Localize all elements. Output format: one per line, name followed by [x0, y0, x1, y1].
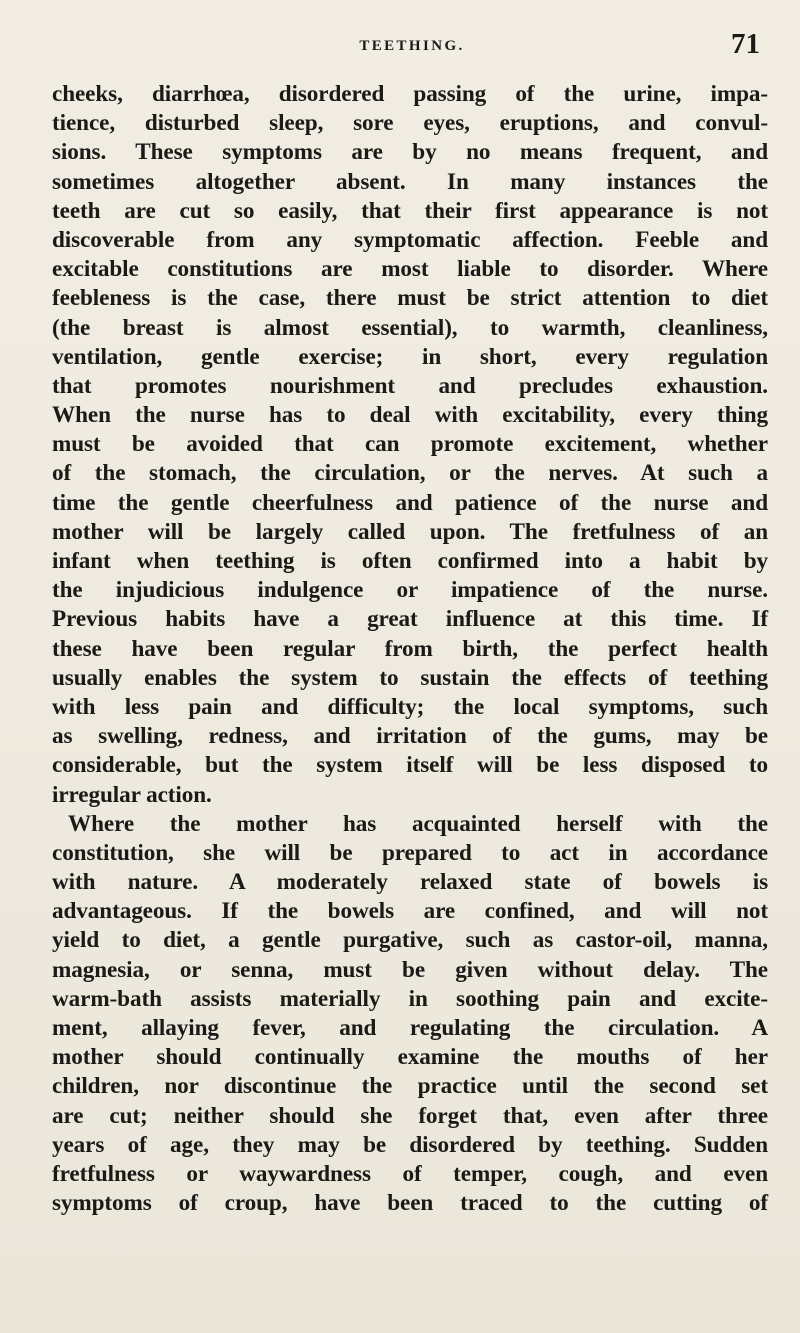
- text-line: tience, disturbed sleep, sore eyes, eruptions, and convul-: [52, 110, 768, 137]
- text-line: constitution, she will be prepared to act in accordance: [52, 839, 768, 866]
- text-line: of the stomach, the circulation, or the nerves. At such a: [52, 460, 768, 487]
- text-line: (the breast is almost essential), to warmth, cleanliness,: [52, 314, 768, 341]
- text-line: feebleness is the case, there must be strict attention to diet: [52, 285, 768, 312]
- text-line: excitable constitutions are most liable to disorder. Where: [52, 256, 768, 283]
- text-line: teeth are cut so easily, that their first appearance is not: [52, 197, 768, 224]
- text-line: infant when teething is often confirmed into a habit by: [52, 548, 768, 574]
- text-line: time the gentle cheerfulness and patience of the nurse and: [52, 489, 768, 516]
- text-line: sions. These symptoms are by no means frequent, and: [52, 139, 768, 166]
- text-line: are cut; neither should she forget that, even after three: [52, 1102, 768, 1129]
- text-line: irregular action.: [52, 781, 212, 808]
- text-line: the injudicious indulgence or impatience of the nurse.: [52, 577, 768, 604]
- text-line: advantageous. If the bowels are confined, and will not: [52, 898, 768, 925]
- text-line: mother will be largely called upon. The fretfulness of an: [52, 518, 768, 545]
- body-text: [52, 80, 768, 1218]
- running-title: TEETHING.: [359, 38, 465, 54]
- text-line: yield to diet, a gentle purgative, such as castor-oil, manna,: [52, 927, 768, 954]
- text-line: Where the mother has acquainted herself with the: [68, 810, 768, 837]
- text-line: must be avoided that can promote excitement, whether: [52, 431, 768, 458]
- text-line: with nature. A moderately relaxed state of bowels is: [52, 869, 768, 896]
- text-line: ventilation, gentle exercise; in short, every regulation: [52, 343, 768, 370]
- text-line: warm-bath assists materially in soothing pain and excite-: [52, 985, 768, 1012]
- text-line: with less pain and difficulty; the local symptoms, such: [52, 693, 768, 720]
- paragraph: [52, 80, 768, 810]
- text-line: years of age, they may be disordered by teething. Sudden: [52, 1131, 768, 1158]
- running-head: [58, 28, 766, 66]
- text-line: fretfulness or waywardness of temper, cough, and even: [52, 1160, 768, 1187]
- text-line: sometimes altogether absent. In many instances the: [52, 168, 768, 195]
- text-line: When the nurse has to deal with excitability, every thing: [52, 402, 768, 429]
- text-line: these have been regular from birth, the perfect health: [52, 635, 768, 662]
- text-line: considerable, but the system itself will be less disposed to: [52, 752, 768, 779]
- paragraph: [52, 810, 768, 1219]
- text-line: children, nor discontinue the practice until the second set: [52, 1073, 768, 1100]
- text-line: magnesia, or senna, must be given without delay. The: [52, 956, 768, 983]
- text-line: usually enables the system to sustain the effects of teething: [52, 664, 768, 691]
- text-line: mother should continually examine the mouths of her: [52, 1044, 768, 1071]
- text-line: Previous habits have a great influence at this time. If: [52, 606, 768, 633]
- text-line: that promotes nourishment and precludes exhaustion.: [52, 372, 768, 399]
- text-line: ment, allaying fever, and regulating the circulation. A: [52, 1015, 768, 1041]
- page-number: 71: [731, 28, 760, 60]
- text-line: discoverable from any symptomatic affection. Feeble and: [52, 226, 768, 253]
- text-line: as swelling, redness, and irritation of the gums, may be: [52, 723, 768, 750]
- text-line: cheeks, diarrhœa, disordered passing of the urine, impa-: [52, 81, 768, 107]
- text-line: symptoms of croup, have been traced to the cutting of: [52, 1190, 768, 1217]
